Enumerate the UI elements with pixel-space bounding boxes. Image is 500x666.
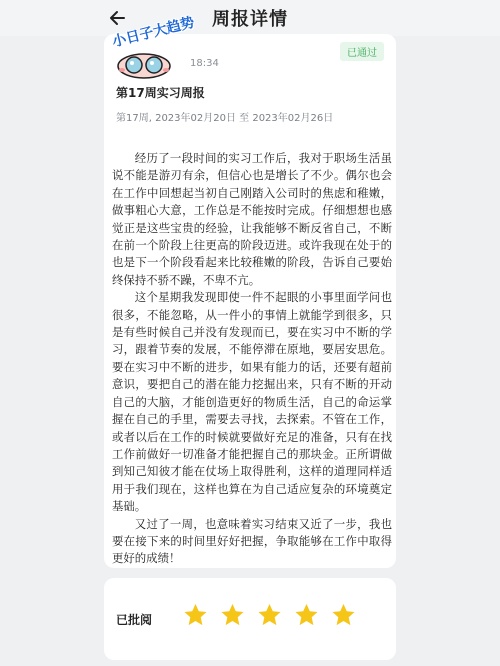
- star-icon: [256, 602, 283, 629]
- review-label: 已批阅: [116, 613, 153, 627]
- report-paragraph: 经历了一段时间的实习工作后，我对于职场生活虽说不能是游刃有余，但信心也是增长了不少。偶尔也会在工作中回想起当初自己刚踏入公司时的焦虑和稚嫩，做事粗心大意，工作总是不能按时完成。仔细想想也感觉正是这些宝贵的经验，让我能够不断反省自己，不断在前一个阶段上往更高的阶段迈进。或许我现在处于的也是下一个阶段看起来比较稚嫩的阶段，告诉自己要始终保持不骄不躁，不卑不亢。: [112, 151, 392, 287]
- rating-stars: [182, 602, 357, 629]
- submit-time: 18:34: [190, 58, 219, 69]
- report-date-range: 第17周, 2023年02月20日 至 2023年02月26日: [116, 113, 334, 124]
- star-icon: [293, 602, 320, 629]
- star-icon: [219, 602, 246, 629]
- report-paragraph: 又过了一周，也意味着实习结束又近了一步，我也要在接下来的时间里好好把握，争取能够在工作中取得更好的成绩！: [112, 516, 392, 566]
- page-title: 周报详情: [212, 9, 288, 30]
- sticker-text: 小日子大趋势: [110, 14, 197, 51]
- report-paragraph: 这个星期我发现即使一件不起眼的小事里面学问也很多，不能忽略，从一件小的事情上就能学到很多，只是有些时候自己并没有发现而已，要在实习中不断的学习，跟着节奏的发展，不能停滞在原地，要居安思危。要在实习中不断的进步，如果有能力的话，还要有超前意识，要把自己的潜在能力挖掘出来，只有不断的开动自己的大脑，才能创造更好的物质生活，自己的命运掌握在自己的手里，需要去寻找，去探索。不管在工作，或者以后在工作的时候就要做好充足的准备，只有在找工作前做好一切准备才能把握自己的那块金。正所谓做到知己知彼才能在仗场上取得胜利，这样的道理同样适用于我们现在，这样也算在为自己适应复杂的环境奠定基础。: [112, 290, 392, 514]
- report-title: 第17周实习周报: [116, 86, 205, 100]
- sticker-decoration: [108, 14, 204, 82]
- status-badge: 已通过: [340, 42, 384, 61]
- report-body: [112, 150, 392, 568]
- top-bar: [0, 0, 500, 36]
- star-icon: [182, 602, 209, 629]
- star-icon: [330, 602, 357, 629]
